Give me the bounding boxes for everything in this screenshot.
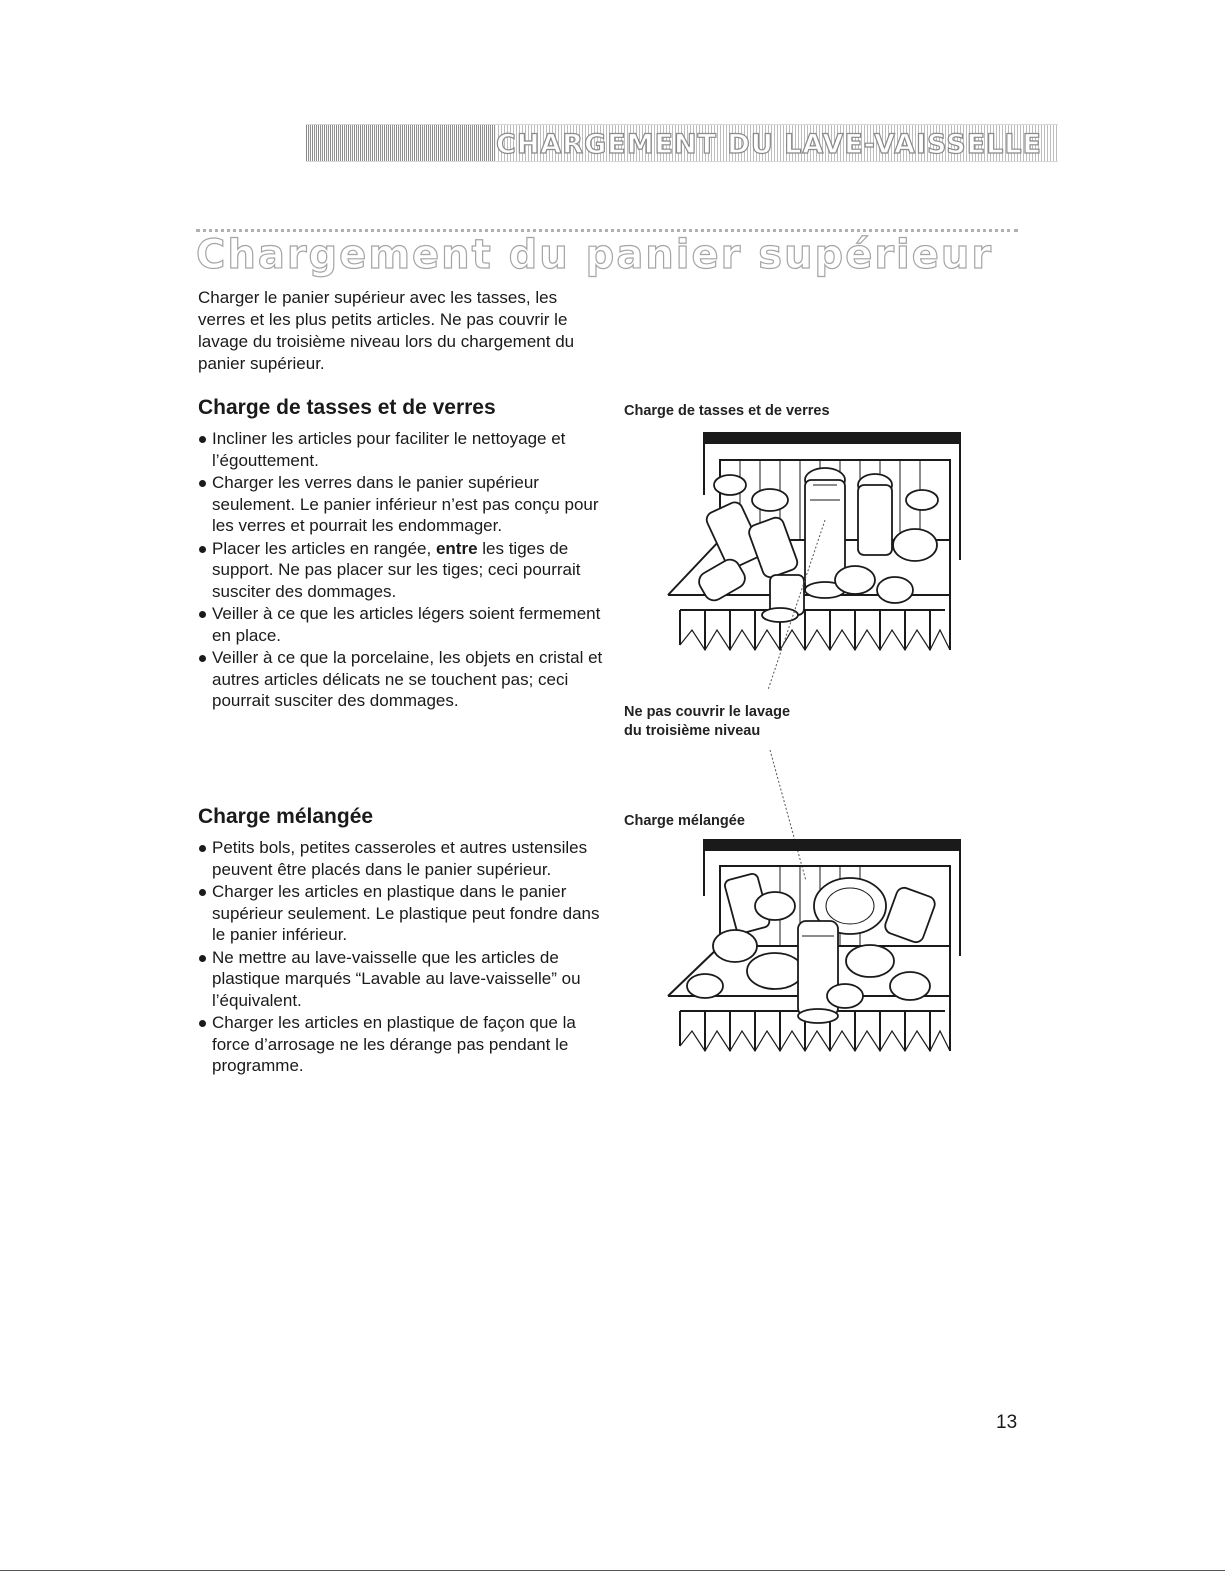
mixed-load-rack-illustration — [660, 836, 970, 1076]
bullet-emphasis: entre — [435, 538, 478, 558]
callout-line-2: du troisième niveau — [624, 723, 761, 739]
list-item: Veiller à ce que les articles légers soient fermement en place. — [198, 603, 608, 646]
list-item: Incliner les articles pour faciliter le nettoyage et l’égouttement. — [198, 428, 608, 471]
list-item: Veiller à ce que la porcelaine, les objets en cristal et autres articles délicats ne se touchent pas; ceci pourrait susciter des dommages. — [198, 647, 608, 712]
list-item: Charger les verres dans le panier supérieur seulement. Le panier inférieur n’est pas conçu pour les verres et pourrait les endommager. — [198, 472, 608, 537]
list-item: Charger les articles en plastique de façon que la force d’arrosage ne les dérange pas pendant le programme. — [198, 1012, 608, 1077]
list-item: Charger les articles en plastique dans le panier supérieur seulement. Le plastique peut fondre dans le panier inférieur. — [198, 881, 608, 946]
mixed-figure-caption: Charge mélangée — [624, 813, 745, 829]
section-title: Chargement du panier supérieur — [196, 232, 994, 278]
page-number: 13 — [996, 1412, 1018, 1433]
intro-paragraph: Charger le panier supérieur avec les tasses, les verres et les plus petits articles. Ne pas couvrir le lavage du troisième niveau lors du chargement du panier supérieur. — [198, 288, 575, 373]
cups-glasses-list — [198, 428, 608, 713]
mixed-load-heading: Charge mélangée — [198, 805, 374, 828]
header-banner — [306, 124, 1058, 162]
bullet-text: Placer les articles en rangée, — [212, 538, 436, 558]
list-item: Ne mettre au lave-vaisselle que les articles de plastique marqués “Lavable au lave-vaisselle” ou l’équivalent. — [198, 947, 608, 1012]
cups-figure-caption: Charge de tasses et de verres — [624, 403, 830, 419]
bullet-text: les tiges de support. Ne pas placer sur les tiges; ceci pourrait susciter des dommages. — [212, 538, 581, 601]
callout-line-1: Ne pas couvrir le lavage — [624, 704, 791, 720]
mixed-load-list — [198, 837, 608, 1078]
third-level-wash-callout — [624, 703, 790, 741]
header-banner-title: CHARGEMENT DU LAVE-VAISSELLE — [496, 129, 1042, 160]
list-item: Petits bols, petites casseroles et autres ustensiles peuvent être placés dans le panier supérieur. — [198, 837, 608, 880]
page-bottom-edge — [0, 1570, 1225, 1571]
list-item — [198, 538, 608, 603]
header-banner-pattern — [306, 125, 496, 161]
cups-glasses-heading: Charge de tasses et de verres — [198, 396, 496, 419]
